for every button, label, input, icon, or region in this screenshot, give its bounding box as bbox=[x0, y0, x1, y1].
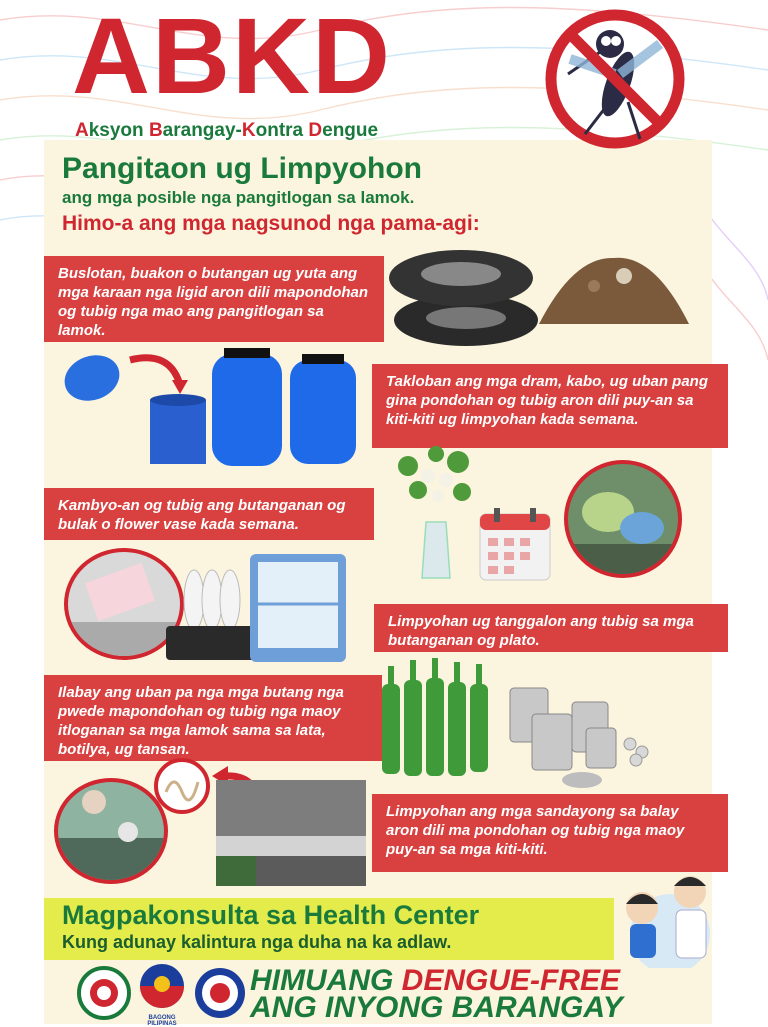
step-1-banner: Buslotan, buakon o butangan ug yuta ang mga karaan nga ligid aron dili mapondohan og tubig nga mao ang pangitlogan sa lamok. bbox=[44, 256, 384, 342]
step-6-banner: Limpyohan ang mga sandayong sa balay aron dili ma pondohan og tubig nga maoy puy-an sa mga kiti-kiti. bbox=[372, 794, 728, 872]
water-drums-image bbox=[210, 348, 360, 468]
tires-image bbox=[386, 240, 546, 348]
gutter-cleaning-photo bbox=[54, 778, 168, 884]
doh-seal-logo bbox=[76, 966, 132, 1020]
health-center-title: Magpakonsulta sa Health Center bbox=[62, 900, 480, 930]
bucket-lid-image bbox=[60, 350, 210, 470]
bagong-pilipinas-caption: BAGONG PILIPINAS bbox=[147, 1015, 177, 1027]
bagong-pilipinas-icon bbox=[136, 962, 188, 1010]
page-title: ABKD bbox=[72, 0, 392, 116]
slogan-line-2: ANG INYONG BARANGAY bbox=[250, 991, 623, 1024]
flower-vase-image bbox=[388, 446, 484, 582]
regional-office-seal-logo bbox=[192, 966, 248, 1020]
step-2-banner: Takloban ang mga dram, kabo, ug uban pang gina pondohan og tubig aron dili puy-an sa kiti-kiti ug limpyohan kada semana. bbox=[372, 364, 728, 448]
roof-gutter-image bbox=[216, 780, 366, 886]
dish-rack-image bbox=[160, 560, 260, 668]
soil-pile-image bbox=[534, 246, 694, 326]
instruction-heading: Himo-a ang mga nagsunod nga pama-agi: bbox=[62, 212, 480, 235]
title-subtitle: Aksyon Barangay-Kontra Dengue bbox=[75, 120, 379, 141]
calendar-icon bbox=[478, 506, 552, 582]
step-4-banner: Limpyohan ug tanggalon ang tubig sa mga butanganan og plato. bbox=[374, 604, 728, 652]
dish-cabinet-image bbox=[246, 552, 350, 664]
no-mosquito-icon bbox=[540, 4, 690, 154]
doctor-patient-illustration bbox=[612, 864, 724, 968]
step-5-banner: Ilabay ang uban pa nga mga butang nga pwede mapondohan og tubig nga maoy itloganan sa mga lamok sama sa lata, botilya, ug tansan. bbox=[44, 675, 382, 761]
green-bottles-image bbox=[378, 654, 502, 780]
section-heading: Pangitaon ug Limpyohon bbox=[62, 152, 422, 185]
slogan-line-1: HIMUANG DENGUE-FREE bbox=[250, 964, 621, 997]
step-3-banner: Kambyo-an og tubig ang butanganan og bulak o flower vase kada semana. bbox=[44, 488, 374, 540]
larvae-closeup-photo bbox=[154, 758, 210, 814]
health-center-subtitle: Kung adunay kalintura nga duha na ka adlaw. bbox=[62, 932, 452, 952]
bagong-pilipinas-logo bbox=[136, 962, 188, 1027]
section-subheading: ang mga posible nga pangitlogan sa lamok. bbox=[62, 188, 415, 207]
tin-cans-image bbox=[502, 668, 662, 794]
cleaning-basin-photo bbox=[564, 460, 682, 578]
